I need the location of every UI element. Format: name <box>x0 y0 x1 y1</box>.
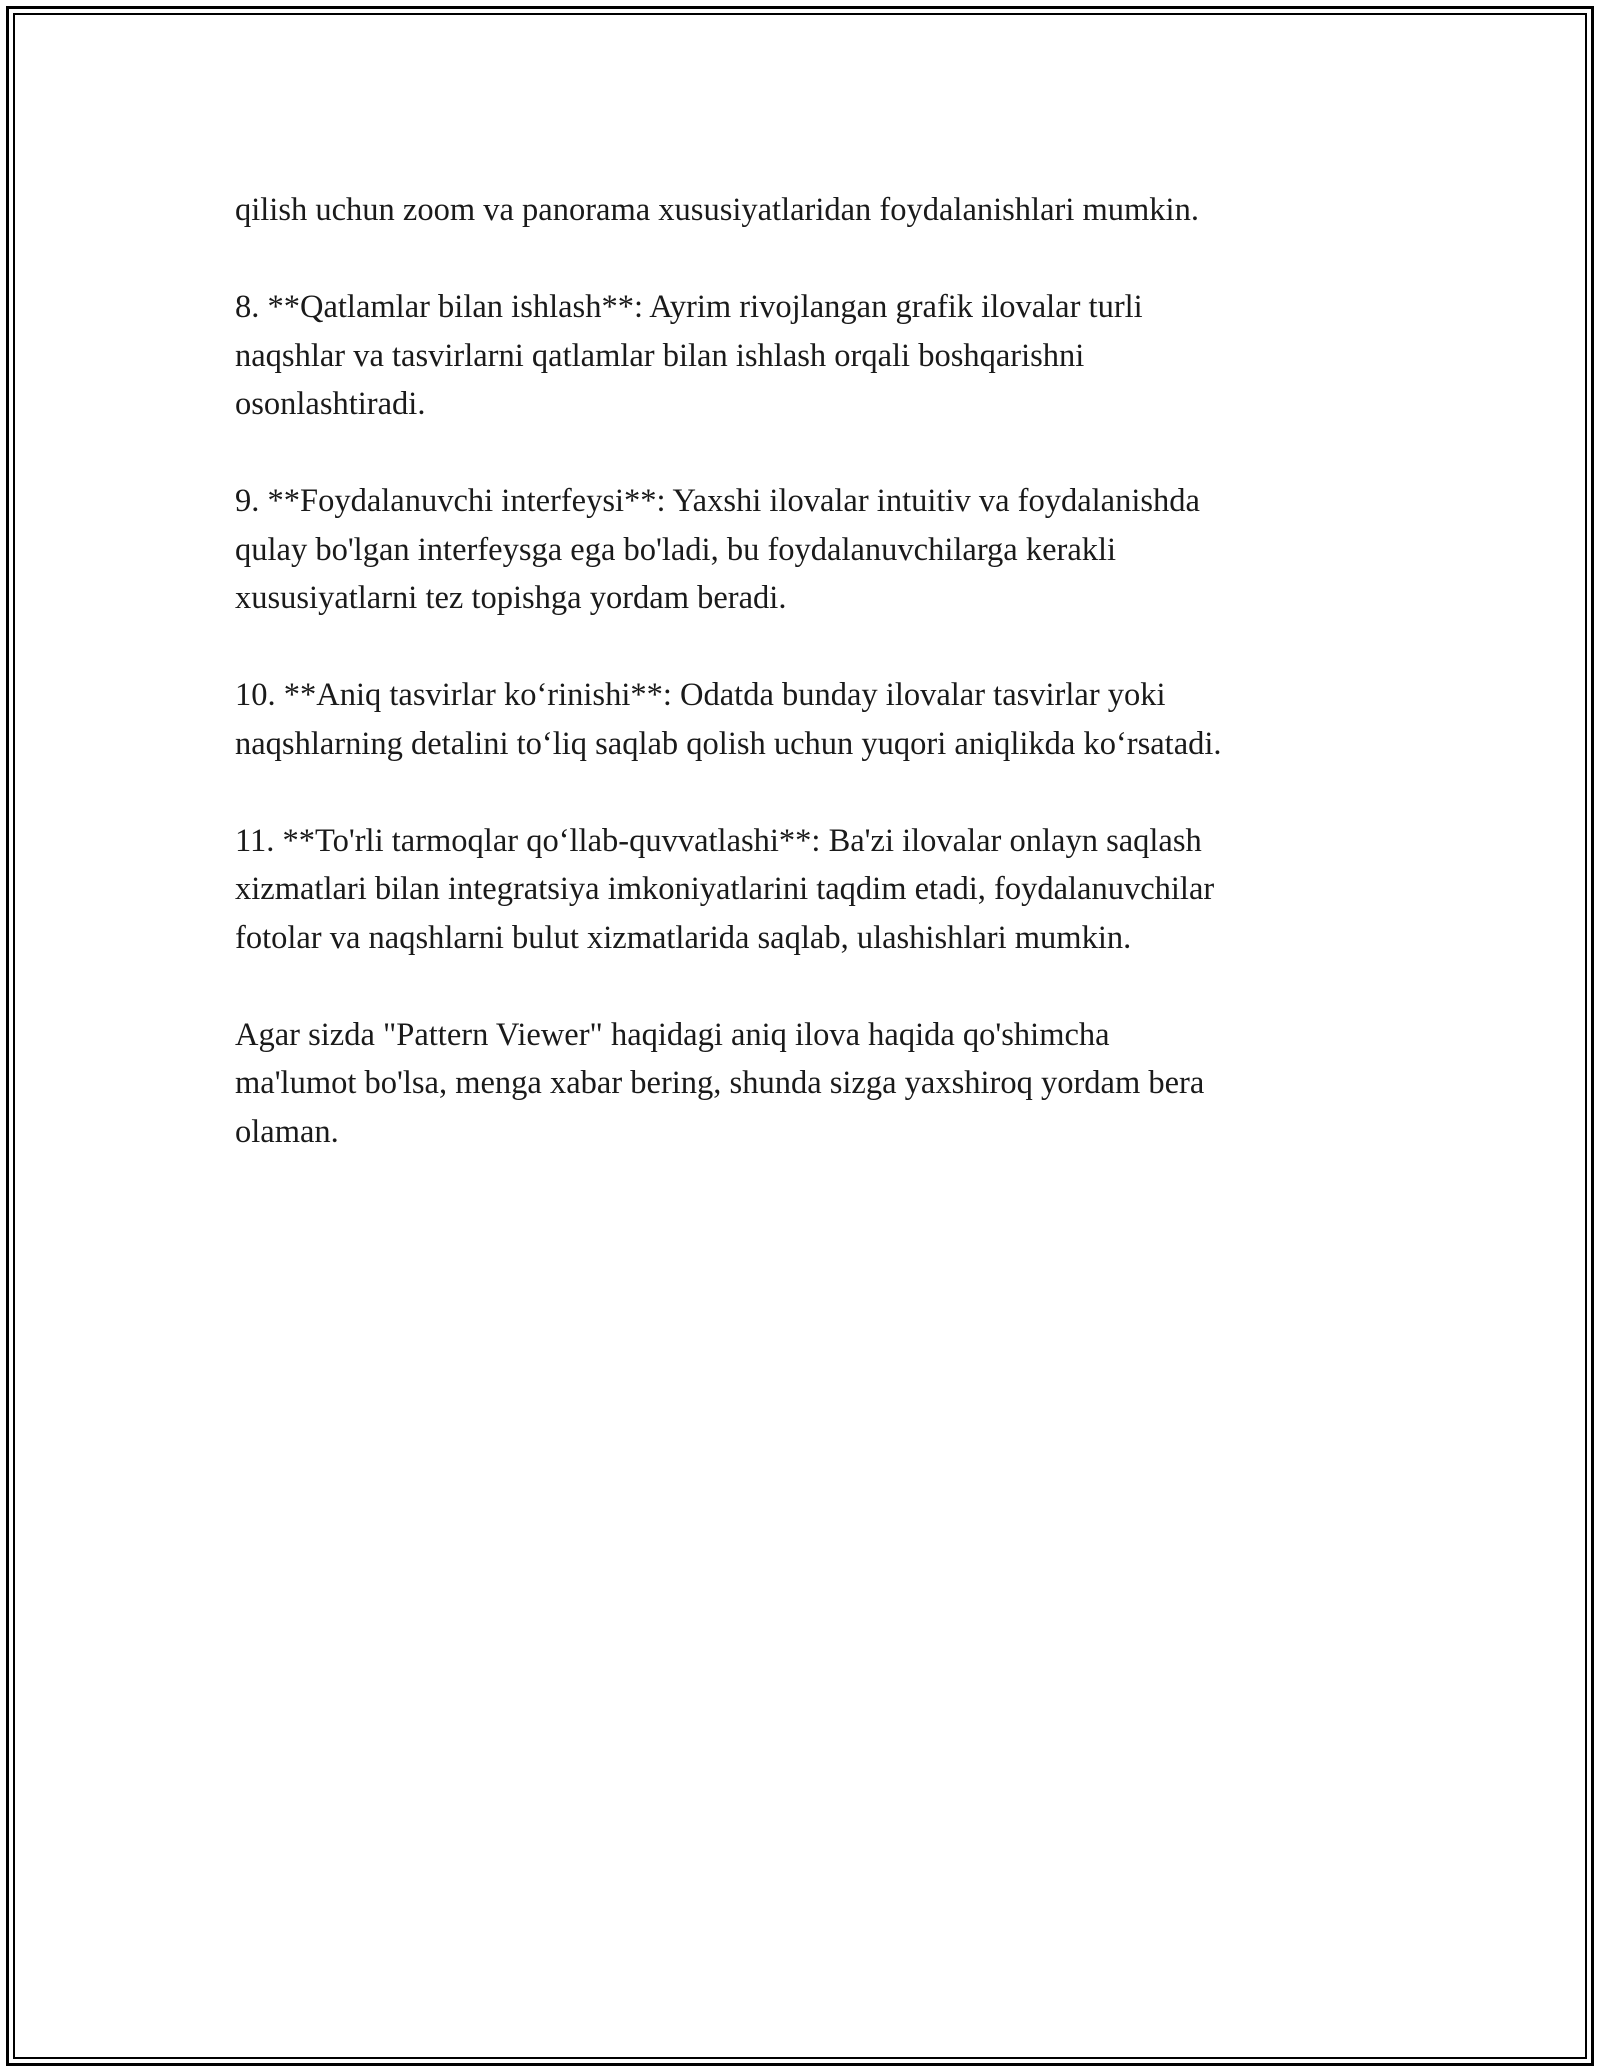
text-line: 10. **Aniq tasvirlar ko‘rinishi**: Odatda bunday ilovalar tasvirlar yoki <box>235 677 1166 713</box>
paragraph-item-11 <box>235 817 1365 963</box>
text-line: xizmatlari bilan integratsiya imkoniyatlarini taqdim etadi, foydalanuvchilar <box>235 871 1215 907</box>
text-line: olaman. <box>235 1113 339 1150</box>
text-line: qilish uchun zoom va panorama xususiyatlaridan foydalanishlari mumkin. <box>235 192 1199 228</box>
text-line: naqshlarning detalini to‘liq saqlab qolish uchun yuqori aniqlikda ko‘rsatadi. <box>235 725 1222 762</box>
text-line: 11. **To'rli tarmoqlar qo‘llab-quvvatlashi**: Ba'zi ilovalar onlayn saqlash <box>235 822 1202 859</box>
paragraph-item-10 <box>235 671 1365 768</box>
text-line: Agar sizda "Pattern Viewer" haqidagi aniq ilova haqida qo'shimcha <box>235 1016 1110 1053</box>
paragraph-continuation <box>235 186 1365 235</box>
text-line: 8. **Qatlamlar bilan ishlash**: Ayrim rivojlangan grafik ilovalar turli <box>235 289 1143 325</box>
text-line: naqshlar va tasvirlarni qatlamlar bilan ishlash orqali boshqarishni <box>235 337 1085 374</box>
paragraph-item-8 <box>235 283 1365 429</box>
text-line: xususiyatlarni tez topishga yordam beradi. <box>235 580 787 616</box>
text-line: qulay bo'lgan interfeysga ega bo'ladi, bu foydalanuvchilarga kerakli <box>235 531 1117 568</box>
paragraph-item-9 <box>235 477 1365 623</box>
document-body <box>235 186 1365 1205</box>
text-line: fotolar va naqshlarni bulut xizmatlarida saqlab, ulashishlari mumkin. <box>235 919 1132 956</box>
text-line: ma'lumot bo'lsa, menga xabar bering, shunda sizga yaxshiroq yordam bera <box>235 1065 1205 1101</box>
text-line: osonlashtiradi. <box>235 386 426 422</box>
text-line: 9. **Foydalanuvchi interfeysi**: Yaxshi ilovalar intuitiv va foydalanishda <box>235 483 1200 519</box>
paragraph-closing <box>235 1011 1365 1157</box>
